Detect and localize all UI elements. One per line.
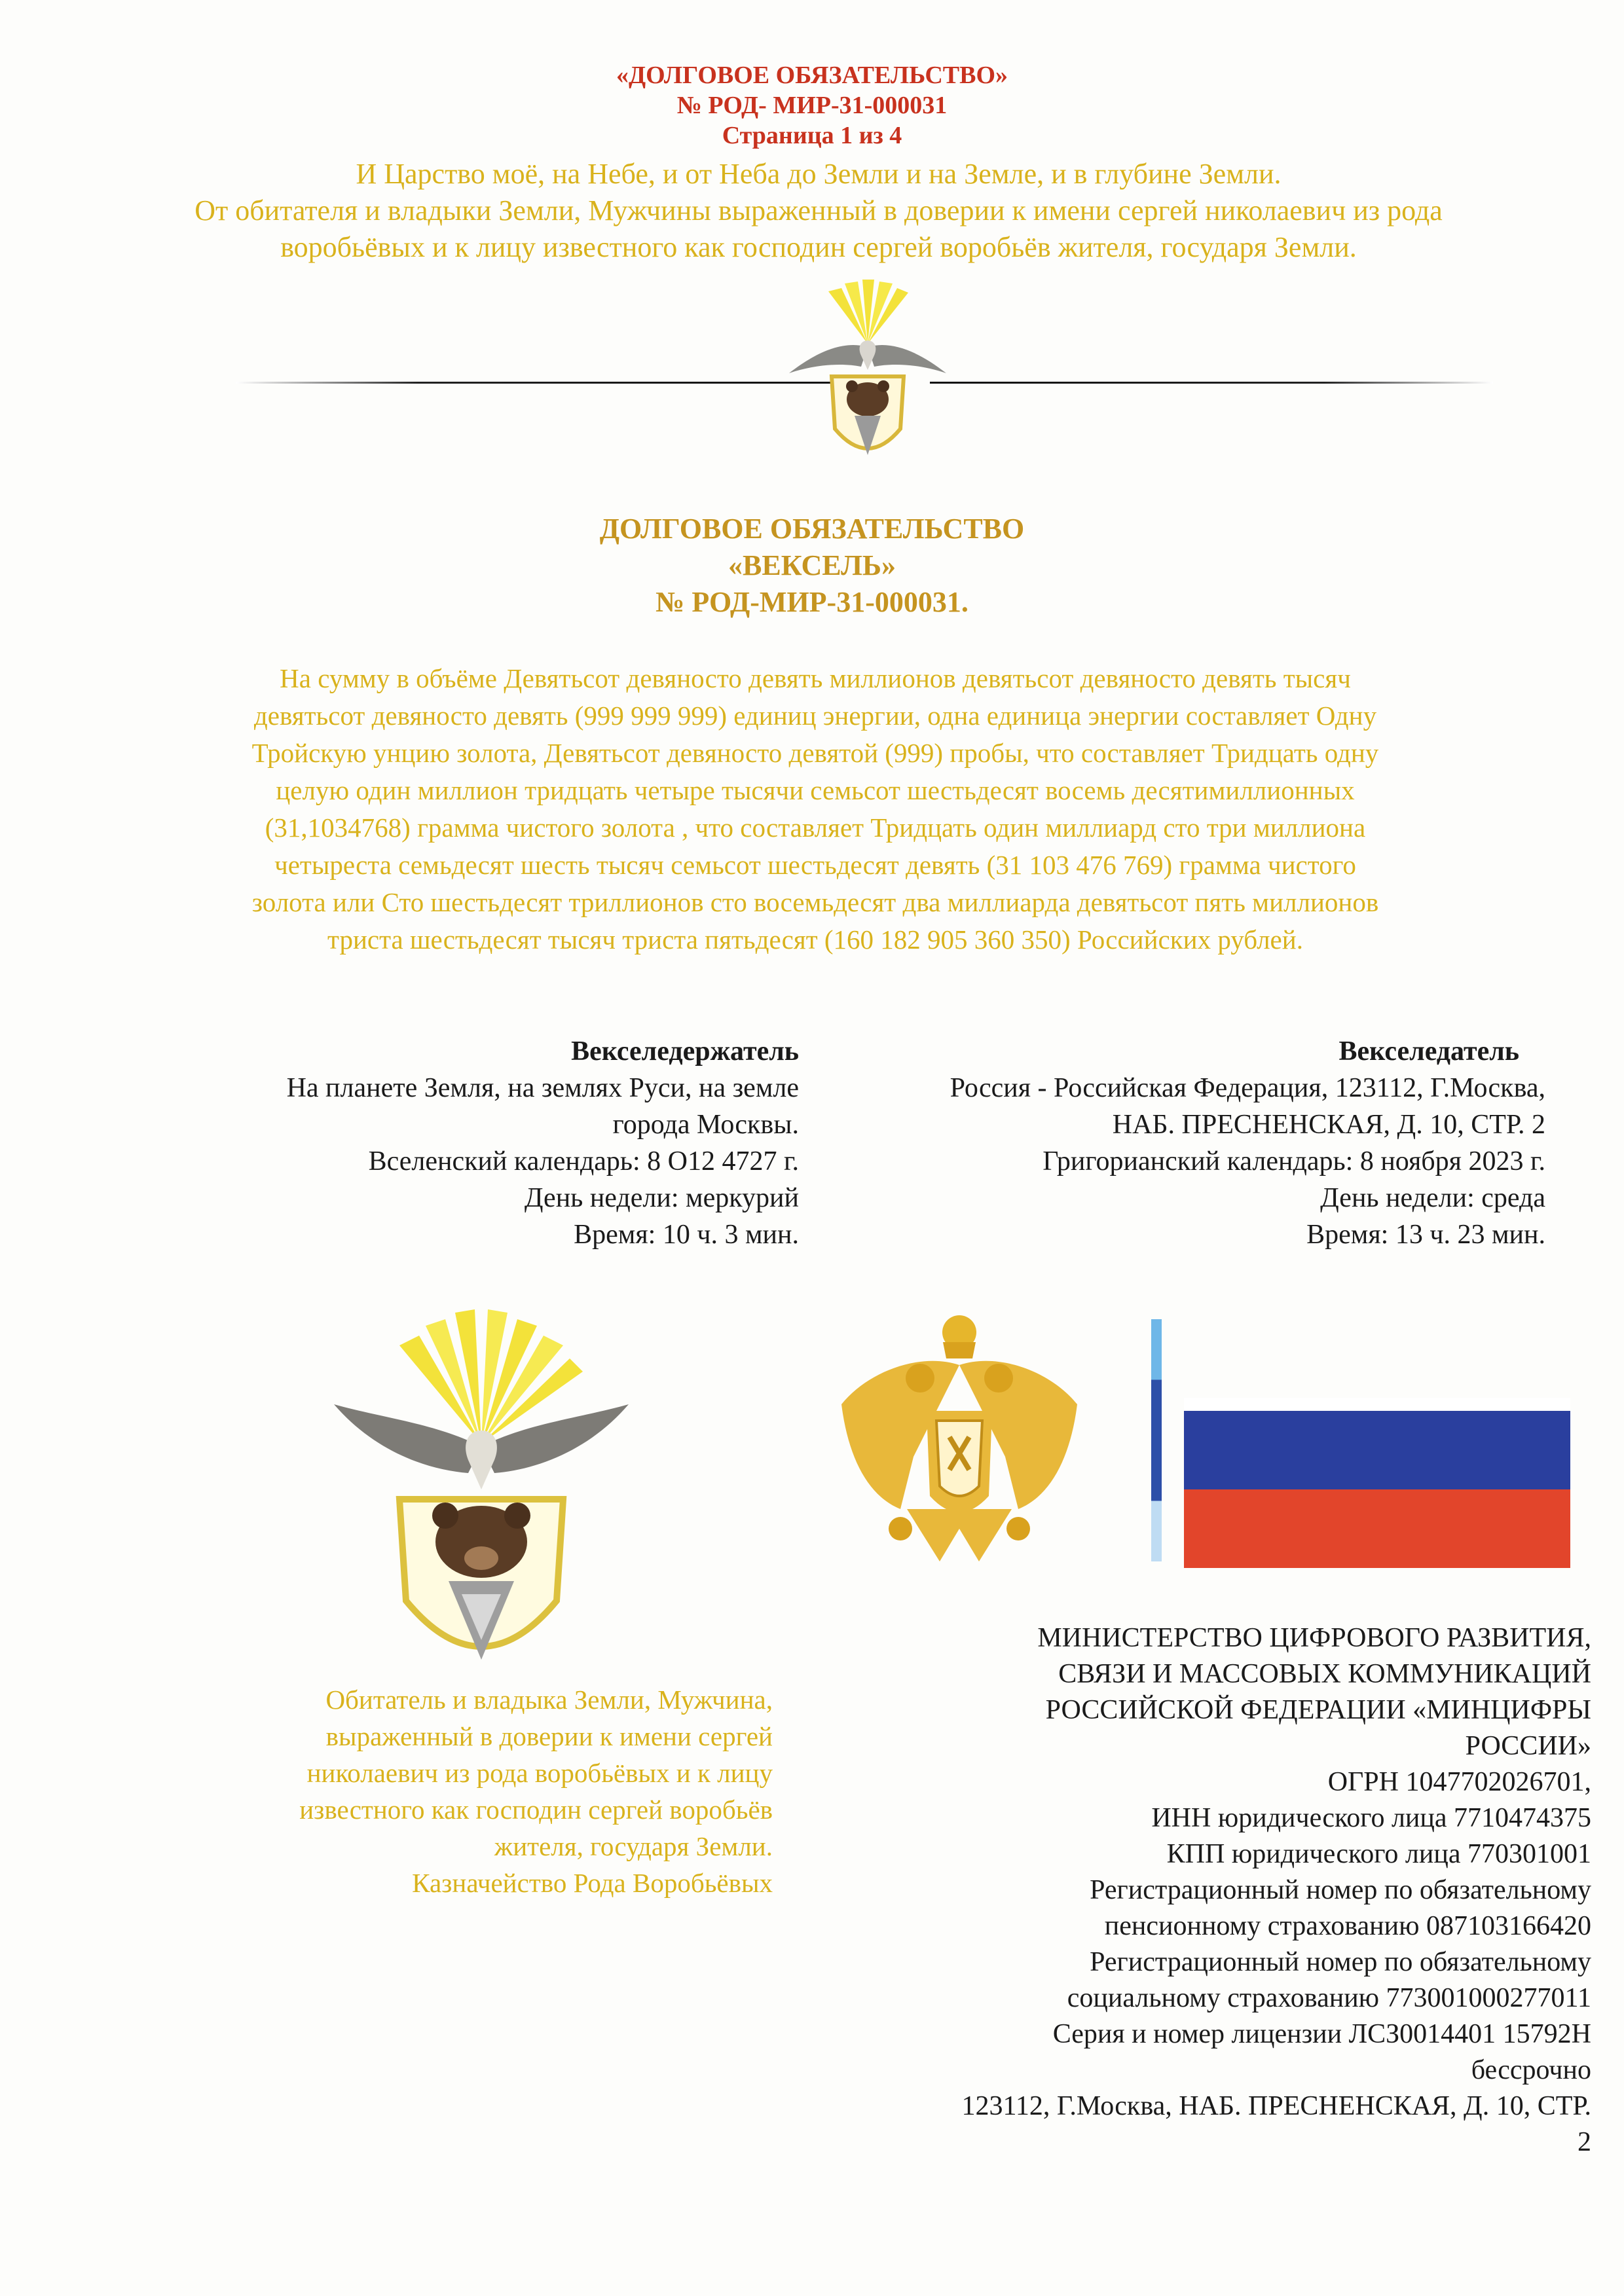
eagle-bear-emblem-icon — [783, 278, 953, 475]
sun-rays-icon — [828, 280, 908, 344]
holder-block — [144, 1033, 799, 1253]
ministry-pension-reg-line2: пенсионному страхованию 087103166420 — [1104, 1911, 1591, 1941]
amount-line: триста шестьдесят тысяч триста пятьдесят (160 182 905 360 350) Российских рублей. — [327, 924, 1303, 955]
amount-line: На сумму в объёме Девятьсот девяносто девять миллионов девятьсот девяносто девять тысяч — [280, 663, 1351, 693]
eagle-bear-shield-emblem-icon — [327, 1306, 635, 1692]
ministry-social-reg-line1: Регистрационный номер по обязательному — [1090, 1947, 1591, 1977]
divider-line-right — [930, 382, 1493, 384]
document-heading-line2: «ВЕКСЕЛЬ» — [728, 549, 896, 581]
ministry-address-continuation: 2 — [1578, 2127, 1591, 2157]
header-doc-number: № РОД- МИР-31-000031 — [676, 92, 948, 119]
treasury-line5: жителя, государя Земли. — [494, 1831, 773, 1861]
holder-time: Время: 10 ч. 3 мин. — [574, 1220, 799, 1250]
drawer-title: Векселедатель — [1338, 1036, 1519, 1066]
ministry-name-line2: СВЯЗИ И МАССОВЫХ КОММУНИКАЦИЙ — [1058, 1659, 1591, 1689]
drawer-calendar: Григорианский календарь: 8 ноября 2023 г. — [1043, 1146, 1545, 1176]
document-heading-number: № РОД-МИР-31-000031. — [655, 586, 969, 618]
preamble-line2: От обитателя и владыки Земли, Мужчины выраженный в доверии к имени сергей николаевич из рода — [194, 194, 1443, 227]
ministry-ogrn: ОГРН 1047702026701, — [1327, 1767, 1591, 1797]
header-title — [0, 60, 1624, 151]
preamble-line3: воробьёвых и к лицу известного как господин сергей воробьёв жителя, государя Земли. — [280, 231, 1357, 263]
holder-location-line2: города Москвы. — [612, 1110, 799, 1140]
amount-line: четыреста семьдесят шесть тысяч семьсот шестьдесят девять (31 103 476 769) грамма чистого — [274, 850, 1356, 880]
header-page-indicator: Страница 1 из 4 — [722, 122, 902, 149]
ministry-name-line3: РОССИЙСКОЙ ФЕДЕРАЦИИ «МИНЦИФРЫ — [1045, 1695, 1591, 1725]
ministry-kpp: КПП юридического лица 770301001 — [1166, 1839, 1591, 1869]
document-heading — [0, 511, 1624, 621]
document-heading-line1: ДОЛГОВОЕ ОБЯЗАТЕЛЬСТВО — [599, 513, 1025, 545]
ministry-social-reg-line2: социальному страхованию 773001000277011 — [1067, 1983, 1591, 2013]
amount-line: (31,1034768) грамма чистого золота , что составляет Тридцать один миллиард сто три миллиона — [265, 812, 1366, 843]
ministry-block — [812, 1620, 1591, 2160]
treasury-line1: Обитатель и владыка Земли, Мужчина, — [325, 1685, 773, 1715]
header-title-line1: «ДОЛГОВОЕ ОБЯЗАТЕЛЬСТВО» — [616, 62, 1008, 89]
preamble — [105, 156, 1532, 266]
preamble-line1: И Царство моё, на Небе, и от Неба до Земли и на Земле, и в глубине Земли. — [356, 158, 1282, 190]
holder-weekday: День недели: меркурий — [524, 1183, 799, 1213]
amount-line: Тройскую унцию золота, Девятьсот девяносто девятой (999) пробы, что составляет Тридцать одну — [251, 738, 1379, 768]
amount-line: золота или Сто шестьдесят триллионов сто восемьдесят два миллиарда девятьсот пять миллионов — [251, 887, 1379, 917]
holder-title: Векселедержатель — [571, 1036, 799, 1066]
holder-location-line1: На планете Земля, на землях Руси, на земле — [286, 1073, 799, 1103]
russian-flag-icon — [1184, 1398, 1570, 1568]
double-headed-eagle-icon — [828, 1313, 1090, 1581]
treasury-signature: Казначейство Рода Воробьёвых — [412, 1868, 773, 1898]
treasury-line3: николаевич из рода воробьёвых и к лицу — [306, 1758, 773, 1788]
amount-line: целую один миллион тридцать четыре тысячи семьсот шестьдесят восемь десятимиллионных — [276, 775, 1355, 805]
treasury-block — [164, 1681, 773, 1901]
treasury-line2: выраженный в доверии к имени сергей — [325, 1721, 773, 1751]
drawer-block — [812, 1033, 1545, 1253]
ministry-pension-reg-line1: Регистрационный номер по обязательному — [1090, 1875, 1591, 1905]
drawer-time: Время: 13 ч. 23 мин. — [1306, 1220, 1545, 1250]
ministry-license-line1: Серия и номер лицензии ЛСЗ0014401 15792Н — [1052, 2019, 1591, 2049]
drawer-address-line1: Россия - Российская Федерация, 123112, Г.Москва, — [950, 1073, 1545, 1103]
ministry-inn: ИНН юридического лица 7710474375 — [1151, 1803, 1591, 1833]
drawer-address-line2: НАБ. ПРЕСНЕНСКАЯ, Д. 10, СТР. 2 — [1112, 1110, 1545, 1140]
amount-line: девятьсот девяносто девять (999 999 999) единиц энергии, одна единица энергии составляет Одну — [253, 701, 1377, 731]
holder-calendar: Вселенский календарь: 8 О12 4727 г. — [368, 1146, 799, 1176]
drawer-weekday: День недели: среда — [1320, 1183, 1545, 1213]
ministry-name-line1: МИНИСТЕРСТВО ЦИФРОВОГО РАЗВИТИЯ, — [1037, 1623, 1591, 1653]
ministry-address: 123112, Г.Москва, НАБ. ПРЕСНЕНСКАЯ, Д. 10, СТР. — [961, 2091, 1591, 2121]
divider-line-left — [236, 382, 845, 384]
ministry-name-line4: РОССИИ» — [1465, 1731, 1591, 1761]
ministry-license-line2: бессрочно — [1471, 2055, 1591, 2085]
treasury-line4: известного как господин сергей воробьёв — [299, 1795, 773, 1825]
amount-paragraph — [177, 660, 1454, 958]
flag-pole — [1151, 1319, 1162, 1561]
